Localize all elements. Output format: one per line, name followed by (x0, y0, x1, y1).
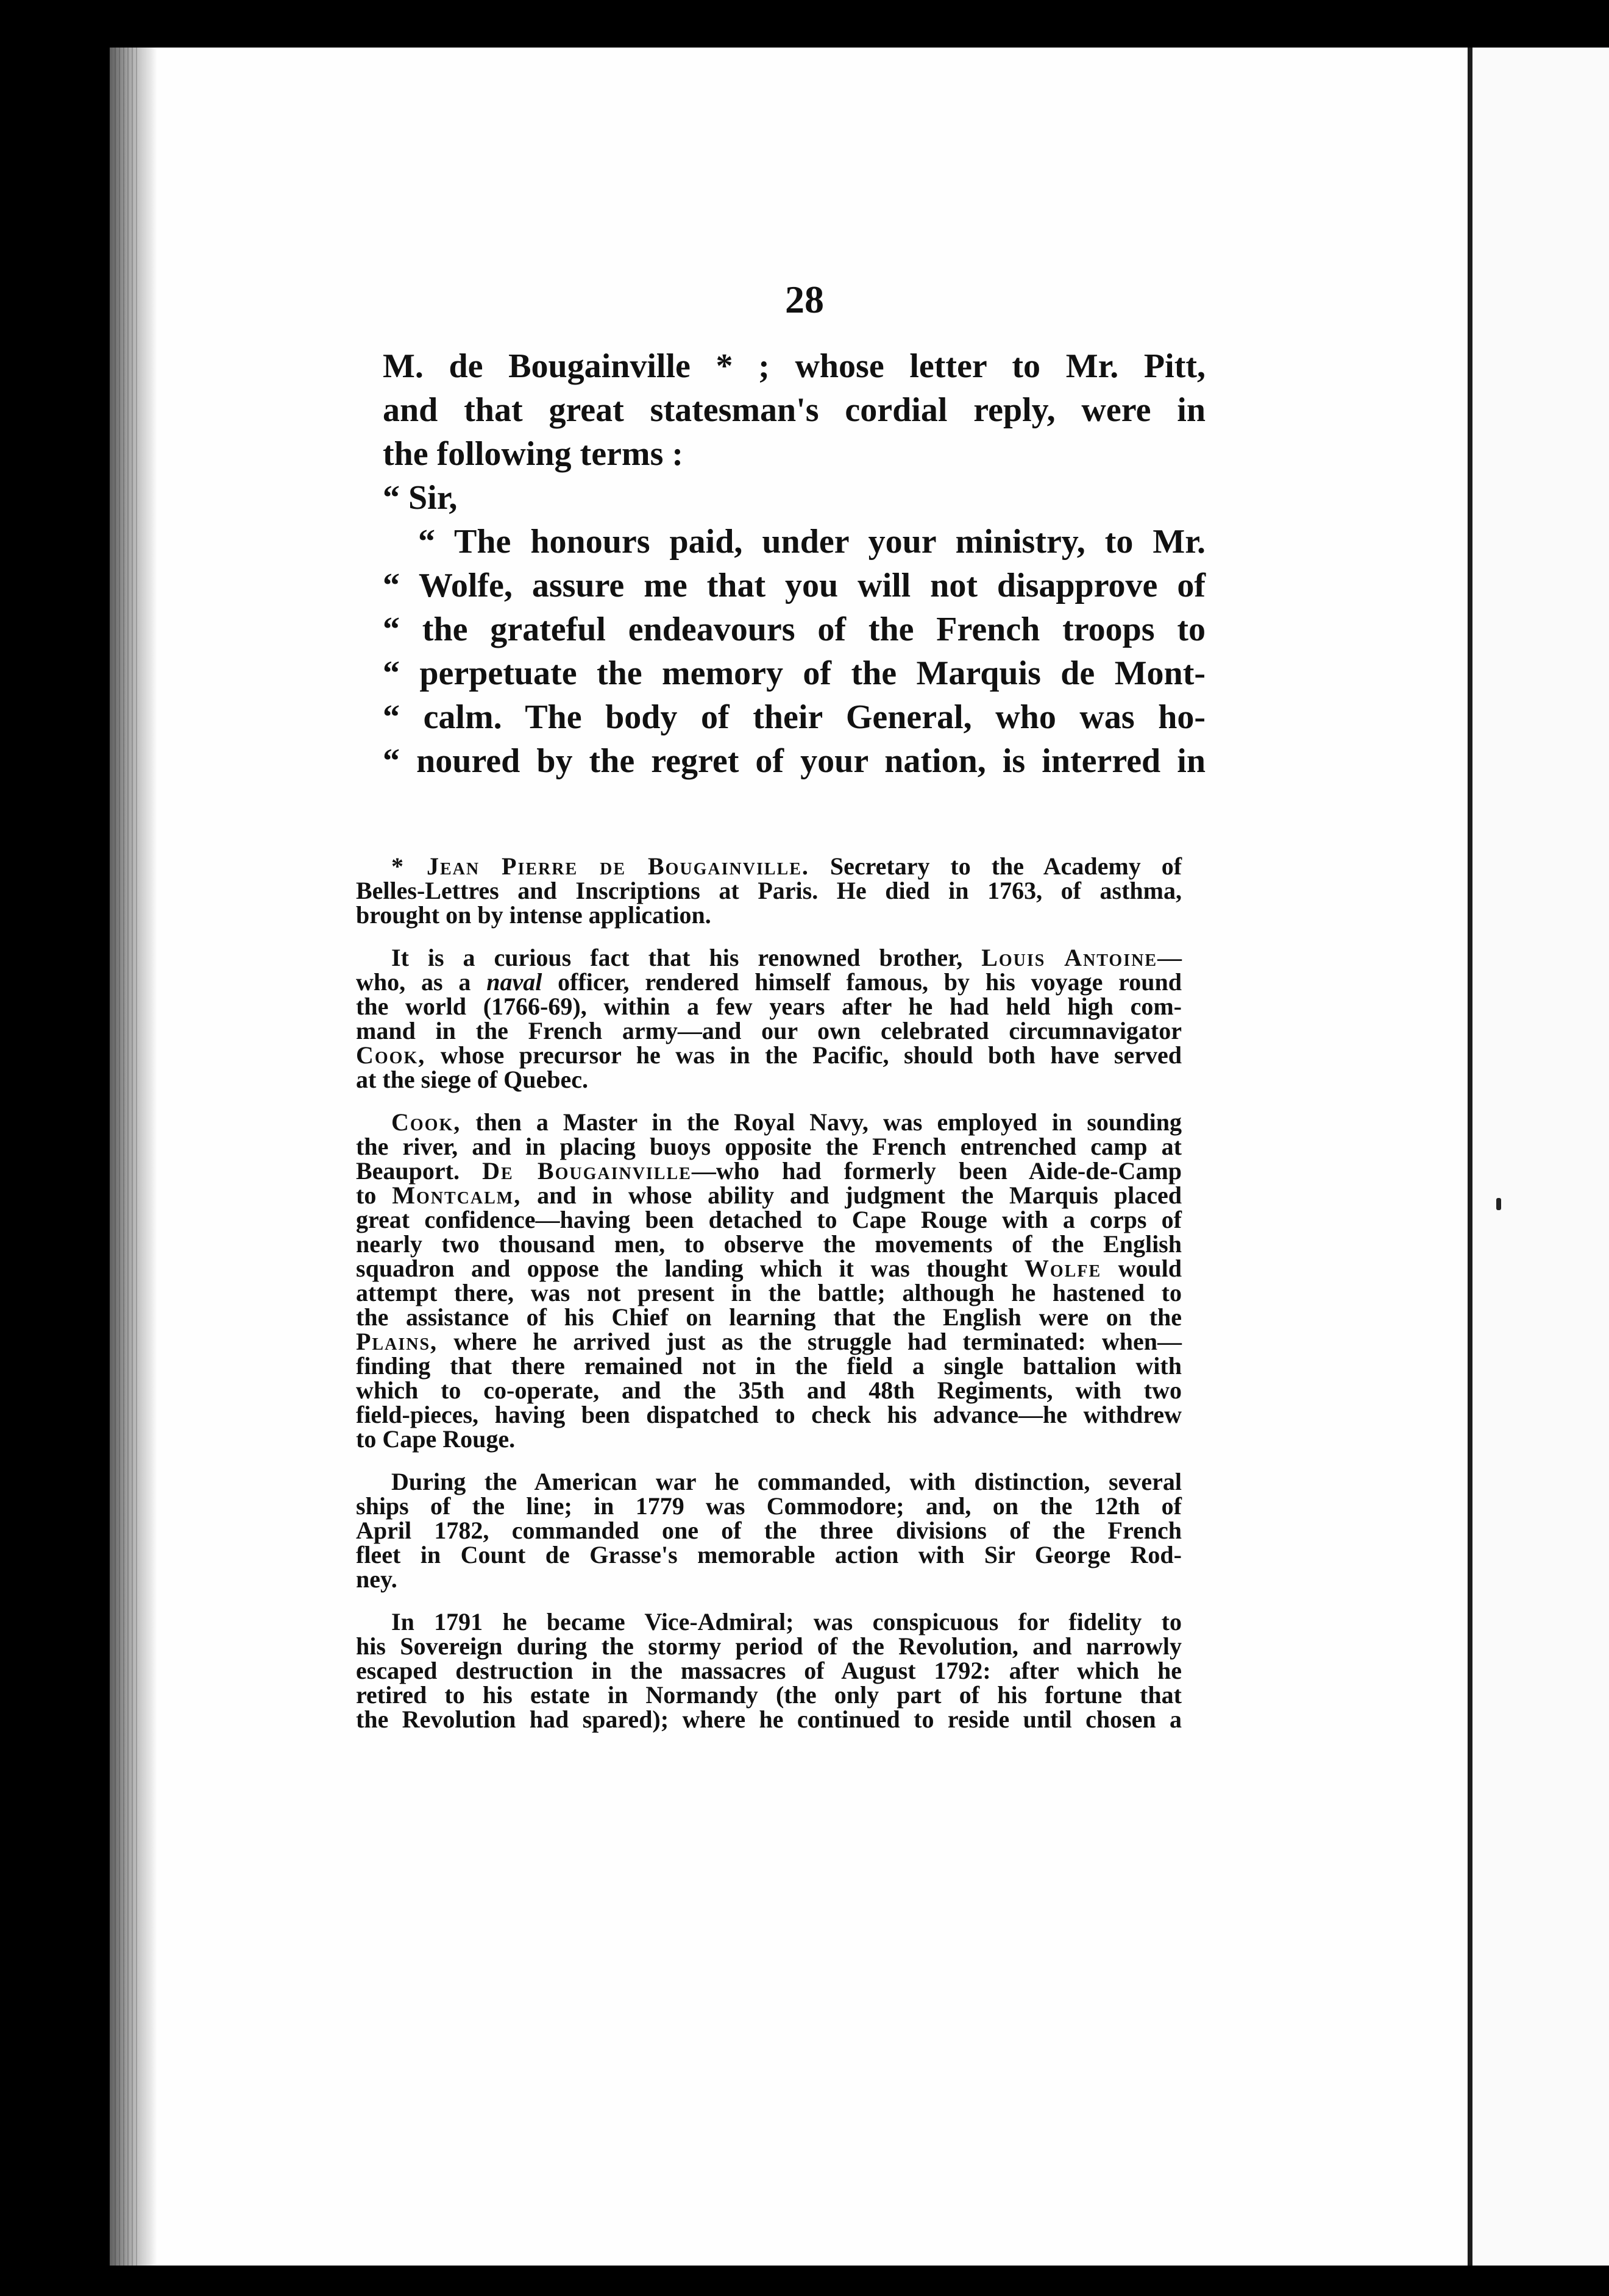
footnote-line: to Montcalm, and in whose ability and judgment the Marquis placed (356, 1182, 1182, 1209)
footnote-line: retired to his estate in Normandy (the only part of his fortune that (356, 1681, 1182, 1709)
main-line: and that great statesman's cordial reply, were in (383, 391, 1206, 429)
main-line: “ the grateful endeavours of the French troops to (383, 611, 1206, 648)
footnote-line: In 1791 he became Vice-Admiral; was conspicuous for fidelity to (391, 1608, 1182, 1635)
footnotes (356, 854, 1182, 1750)
footnote-line: Cook, whose precursor he was in the Pacific, should both have served (356, 1041, 1182, 1069)
footnote-line: attempt there, was not present in the battle; although he hastened to (356, 1279, 1182, 1306)
main-line: “ noured by the regret of your nation, is interred in (383, 742, 1206, 780)
footnote-name: Louis Antoine (981, 944, 1158, 971)
main-line: “ perpetuate the memory of the Marquis de Mont- (383, 654, 1206, 692)
footnote-name: Wolfe (1024, 1255, 1102, 1282)
footnote-name: Cook, (356, 1041, 426, 1069)
main-line: M. de Bougainville * ; whose letter to Mr. Pitt, (383, 347, 1206, 385)
footnote-paragraph (356, 946, 1182, 1092)
footnote-name: Cook, (391, 1108, 461, 1136)
footnote-line: who, as a naval officer, rendered himself famous, by his voyage round (356, 968, 1182, 996)
footnote-name: * Jean Pierre de Bougainville. (391, 852, 809, 880)
footnote-paragraph (356, 854, 1182, 927)
footnote-line: * Jean Pierre de Bougainville. Secretary to the Academy of (391, 852, 1182, 880)
footnote-line: the assistance of his Chief on learning that the English were on the (356, 1303, 1182, 1331)
footnote-line: the world (1766-69), within a few years after he had held high com- (356, 993, 1182, 1020)
main-line: “ The honours paid, under your ministry, to Mr. (418, 523, 1206, 561)
footnote-paragraph (356, 1110, 1182, 1451)
footnote-line: to Cape Rouge. (356, 1425, 516, 1453)
main-line: the following terms : (383, 435, 684, 473)
footnote-line: During the American war he commanded, with distinction, several (391, 1468, 1182, 1495)
footnote-line: fleet in Count de Grasse's memorable action with Sir George Rod- (356, 1541, 1182, 1568)
footnote-line: nearly two thousand men, to observe the movements of the English (356, 1230, 1182, 1258)
ink-speck (1496, 1198, 1501, 1210)
footnote-line: Cook, then a Master in the Royal Navy, was employed in sounding (391, 1108, 1182, 1136)
footnote-line: the river, and in placing buoys opposite the French entrenched camp at (356, 1133, 1182, 1160)
footnote-line: finding that there remained not in the field a single battalion with (356, 1352, 1182, 1380)
footnote-name: Montcalm, (392, 1182, 522, 1209)
footnote-line: escaped destruction in the massacres of August 1792: after which he (356, 1657, 1182, 1684)
footnote-line: his Sovereign during the stormy period of the Revolution, and narrowly (356, 1632, 1182, 1660)
facing-page-edge (1472, 48, 1609, 2266)
footnote-line: Plains, where he arrived just as the struggle had terminated: when— (356, 1328, 1182, 1355)
footnote-line: field-pieces, having been dispatched to check his advance—he withdrew (356, 1401, 1182, 1428)
footnote-line: squadron and oppose the landing which it was thought Wolfe would (356, 1255, 1182, 1282)
footnote-name: De Bougainville (482, 1157, 692, 1185)
footnote-line: brought on by intense application. (356, 901, 711, 929)
page-divider (1468, 48, 1472, 2266)
main-line: “ Wolfe, assure me that you will not disapprove of (383, 567, 1206, 604)
footnote-paragraph (356, 1470, 1182, 1592)
main-line: “ calm. The body of their General, who was ho- (383, 698, 1206, 736)
footnote-paragraph (356, 1610, 1182, 1732)
footnote-line: ney. (356, 1565, 397, 1593)
page-number: 28 (785, 278, 824, 321)
page-edge-lines (115, 48, 139, 2266)
footnote-line: Belles-Lettres and Inscriptions at Paris. He died in 1763, of asthma, (356, 877, 1182, 904)
footnote-line: ships of the line; in 1779 was Commodore; and, on the 12th of (356, 1492, 1182, 1520)
footnote-line: the Revolution had spared); where he continued to reside until chosen a (356, 1706, 1182, 1733)
footnote-line: It is a curious fact that his renowned brother, Louis Antoine— (391, 944, 1182, 971)
footnote-line: mand in the French army—and our own celebrated circumnavigator (356, 1017, 1182, 1044)
footnote-line: April 1782, commanded one of the three divisions of the French (356, 1517, 1182, 1544)
footnote-line: Beauport. De Bougainville—who had formerly been Aide-de-Camp (356, 1157, 1182, 1185)
footnote-name: Plains, (356, 1328, 438, 1355)
footnote-line: great confidence—having been detached to Cape Rouge with a corps of (356, 1206, 1182, 1233)
main-line: “ Sir, (383, 479, 458, 517)
footnote-line: which to co-operate, and the 35th and 48th Regiments, with two (356, 1377, 1182, 1404)
main-text-block (383, 344, 1206, 783)
footnote-line: at the siege of Quebec. (356, 1066, 589, 1093)
